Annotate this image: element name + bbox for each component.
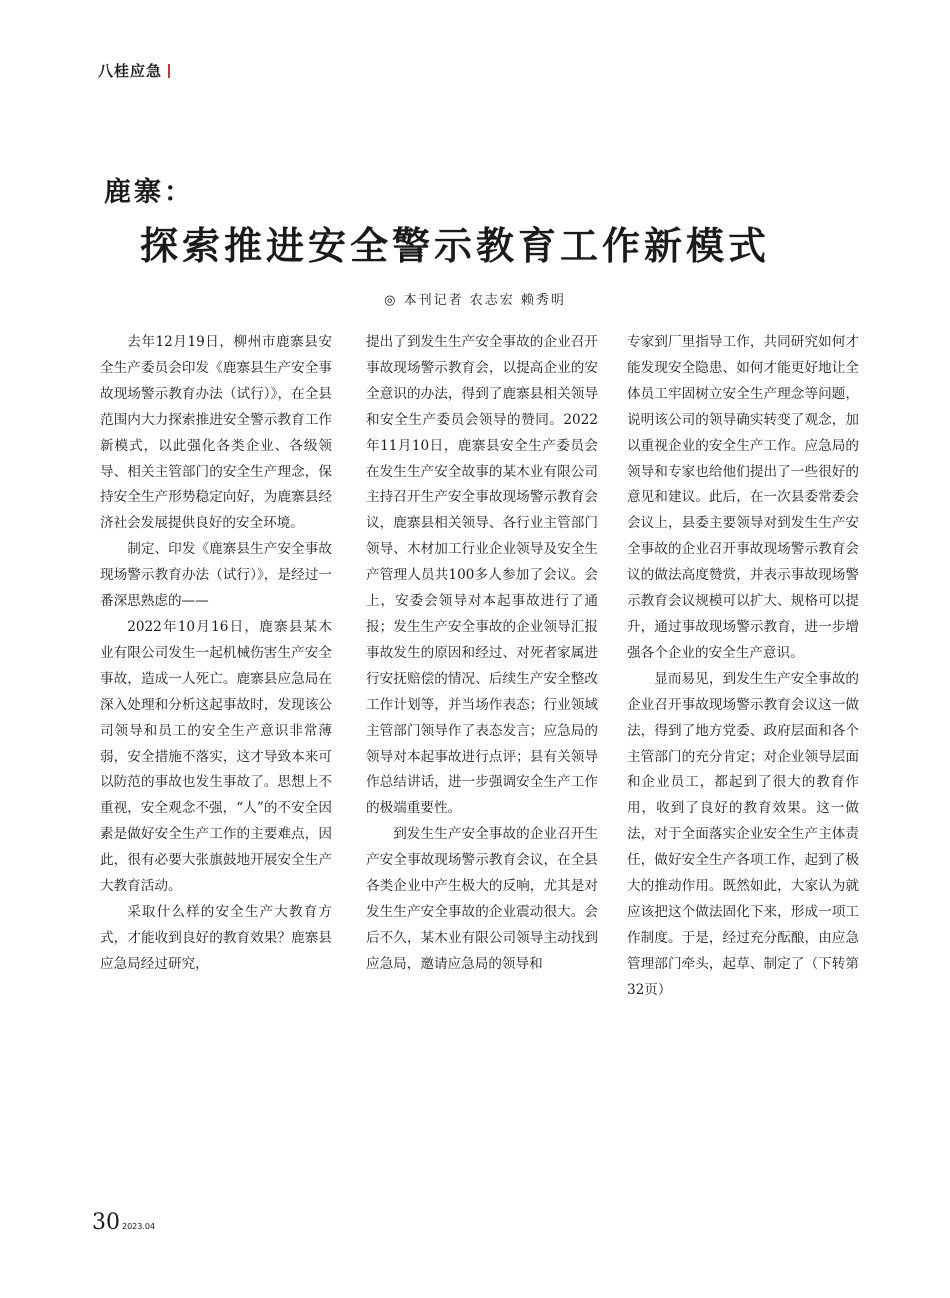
paragraph: 制定、印发《鹿寨县生产安全事故现场警示教育办法（试行）》，是经过一番深思熟虑的—— [100,541,332,610]
paragraph: 提出了到发生生产安全事故的企业召开事故现场警示教育会，以提高企业的安全意识的办法，得到了鹿寨县相关领导和安全生产委员会领导的赞同。2022年11月10日，鹿寨县安全生产委员会在发生生产安全故事的某木业有限公司主持召开生产安全事故现场警示教育会议，鹿寨县相关领导、各行业主管部门领导、木材加工行业企业领导及安全生产管理人员共100多人参加了会议。会上，安委会领导对本起事故进行了通报；发生生产安全事故的企业领导汇报事故发生的原因和经过、对死者家属进行安抚赔偿的情况、后续生产安全整改工作计划等，并当场作表态；行业领域主管部门领导作了表态发言；应急局的领导对本起事故进行点评；县有关领导作总结讲话，进一步强调安全生产工作的极端重要性。 [366,334,598,817]
section-header [98,60,170,81]
article-subtitle: 鹿寨： [104,177,194,208]
issue-date: 2023.04 [122,1222,156,1231]
paragraph: 到发生生产安全事故的企业召开生产安全事故现场警示教育会议，在全县各类企业中产生极大的反响，尤其是对发生生产安全事故的企业震动很大。会后不久，某木业有限公司领导主动找到应急局，邀请应急局的领导和 [366,826,598,972]
paragraph: 去年12月19日，柳州市鹿寨县安全生产委员会印发《鹿寨县生产安全事故现场警示教育办法（试行）》，在全县范围内大力探索推进安全警示教育工作新模式，以此强化各类企业、各级领导、相关主管部门的安全生产理念，保持安全生产形势稳定向好，为鹿寨县经济社会发展提供良好的安全环境。 [100,334,332,532]
paragraph: 显而易见，到发生生产安全事故的企业召开事故现场警示教育会议这一做法，得到了地方党委、政府层面和各个主管部门的充分肯定；对企业领导层面和企业员工，都起到了很大的教育作用，收到了良好的教育效果。这一做法，对于全面落实企业安全生产主体责任，做好安全生产各项工作，起到了极大的推动作用。既然如此，大家认为就应该把这个做法固化下来，形成一项工作制度。于是，经过充分酝酿，由应急管理部门牵头，起草、制定了（下转第32页） [627,670,859,998]
text-column-2 [366,330,598,978]
text-column-1 [100,330,332,978]
article-title: 探索推进安全警示教育工作新模式 [140,224,771,268]
text-column-3 [627,330,859,1004]
paragraph: 采取什么样的安全生产大教育方式，才能收到良好的教育效果？鹿寨县应急局经过研究， [100,903,332,972]
paragraph: 专家到厂里指导工作，共同研究如何才能发现安全隐患、如何才能更好地让全体员工牢固树立安全生产理念等问题，说明该公司的领导确实转变了观念，加以重视企业的安全生产工作。应急局的领导和专家也给他们提出了一些很好的意见和建议。此后，在一次县委常委会会议上，县委主要领导对到发生生产安全事故的企业召开事故现场警示教育会议的做法高度赞赏，并表示事故现场警示教育会议规模可以扩大、规格可以提升，通过事故现场警示教育，进一步增强各个企业的安全生产意识。 [627,334,859,661]
article-byline: ◎ 本刊记者 农志宏 赖秀明 [384,293,566,308]
page-number: 30 [92,1210,120,1235]
section-name: 八桂应急 [98,62,163,80]
paragraph: 2022年10月16日，鹿寨县某木业有限公司发生一起机械伤害生产安全事故，造成一人死亡。鹿寨县应急局在深入处理和分析这起事故时，发现该公司领导和员工的安全生产意识非常薄弱，安全措施不落实，这才导致本来可以防范的事故也发生事故了。思想上不重视，安全观念不强，“人”的不安全因素是做好安全生产工作的主要难点，因此，很有必要大张旗鼓地开展安全生产大教育活动。 [100,618,332,895]
page-footer [92,1210,155,1235]
section-divider [168,64,170,78]
